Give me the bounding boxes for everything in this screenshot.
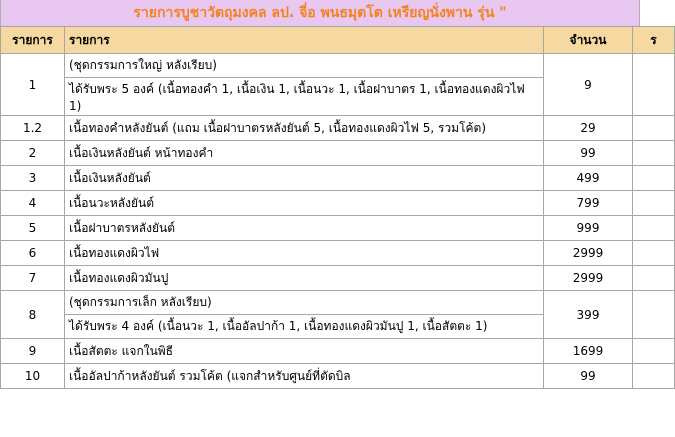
table-row	[1, 216, 675, 241]
row-description-line: เนื้อทองคำหลังยันต์ (แถม เนื้อฝาบาตรหลังยันต์ 5, เนื้อทองแดงผิวไฟ 5, รวมโค้ต)	[65, 116, 544, 141]
row-description-line: เนื้อสัตตะ แจกในพิธี	[65, 339, 544, 364]
table-row	[1, 291, 675, 315]
row-number: 10	[1, 364, 65, 389]
row-description-line: เนื้อฝาบาตรหลังยันต์	[65, 216, 544, 241]
row-quantity: 99	[544, 364, 633, 389]
table-row	[1, 141, 675, 166]
row-quantity: 2999	[544, 266, 633, 291]
row-number: 2	[1, 141, 65, 166]
row-number: 6	[1, 241, 65, 266]
table-row	[1, 116, 675, 141]
column-header-extra: ร	[633, 27, 675, 54]
table-row	[1, 191, 675, 216]
row-extra	[633, 116, 675, 141]
row-description-line: เนื้ออัลปาก้าหลังยันต์ รวมโค้ต (แจกสำหรับศูนย์ที่ตัดบิล	[65, 364, 544, 389]
row-extra	[633, 54, 675, 116]
table-row	[1, 364, 675, 389]
row-description-line: เนื้อนวะหลังยันต์	[65, 191, 544, 216]
row-description-line: เนื้อทองแดงผิวไฟ	[65, 241, 544, 266]
row-quantity: 99	[544, 141, 633, 166]
row-number: 1	[1, 54, 65, 116]
row-extra	[633, 141, 675, 166]
table-row	[1, 241, 675, 266]
row-number: 4	[1, 191, 65, 216]
table-row	[1, 166, 675, 191]
column-header-description: รายการ	[65, 27, 544, 54]
table-row	[1, 339, 675, 364]
row-quantity: 999	[544, 216, 633, 241]
row-extra	[633, 291, 675, 339]
page-title: รายการบูชาวัตถุมงคล ลป. จี่อ พนธมุตโต เหรียญนั่งพาน รุ่น "	[133, 5, 507, 21]
document-title-bar	[0, 0, 640, 26]
row-description-line: เนื้อเงินหลังยันต์ หน้าทองคำ	[65, 141, 544, 166]
table-header	[1, 27, 675, 54]
row-quantity: 2999	[544, 241, 633, 266]
row-quantity: 799	[544, 191, 633, 216]
row-quantity: 29	[544, 116, 633, 141]
table-body	[1, 54, 675, 389]
row-extra	[633, 364, 675, 389]
row-extra	[633, 339, 675, 364]
row-description-line: (ชุดกรรมการใหญ่ หลังเรียบ)	[65, 54, 544, 78]
row-number: 9	[1, 339, 65, 364]
row-extra	[633, 241, 675, 266]
row-extra	[633, 216, 675, 241]
row-extra	[633, 191, 675, 216]
row-description-line: เนื้อทองแดงผิวมันปู	[65, 266, 544, 291]
row-number: 3	[1, 166, 65, 191]
table-row	[1, 54, 675, 78]
row-number: 1.2	[1, 116, 65, 141]
price-list-table	[0, 26, 675, 389]
row-extra	[633, 266, 675, 291]
row-number: 7	[1, 266, 65, 291]
row-quantity: 399	[544, 291, 633, 339]
table-row	[1, 266, 675, 291]
row-quantity: 1699	[544, 339, 633, 364]
column-header-no: รายการ	[1, 27, 65, 54]
row-description-line: ได้รับพระ 4 องค์ (เนื้อนวะ 1, เนื้ออัลปาก้า 1, เนื้อทองแดงผิวมันปู 1, เนื้อสัตตะ 1)	[65, 315, 544, 339]
row-description-line: (ชุดกรรมการเล็ก หลังเรียบ)	[65, 291, 544, 315]
row-extra	[633, 166, 675, 191]
row-description-line: เนื้อเงินหลังยันต์	[65, 166, 544, 191]
row-number: 5	[1, 216, 65, 241]
row-description-line: ได้รับพระ 5 องค์ (เนื้อทองคำ 1, เนื้อเงิน 1, เนื้อนวะ 1, เนื้อฝาบาตร 1, เนื้อทองแดงผิวไฟ 1)	[65, 78, 544, 116]
row-number: 8	[1, 291, 65, 339]
column-header-quantity: จำนวน	[544, 27, 633, 54]
row-quantity: 9	[544, 54, 633, 116]
row-quantity: 499	[544, 166, 633, 191]
